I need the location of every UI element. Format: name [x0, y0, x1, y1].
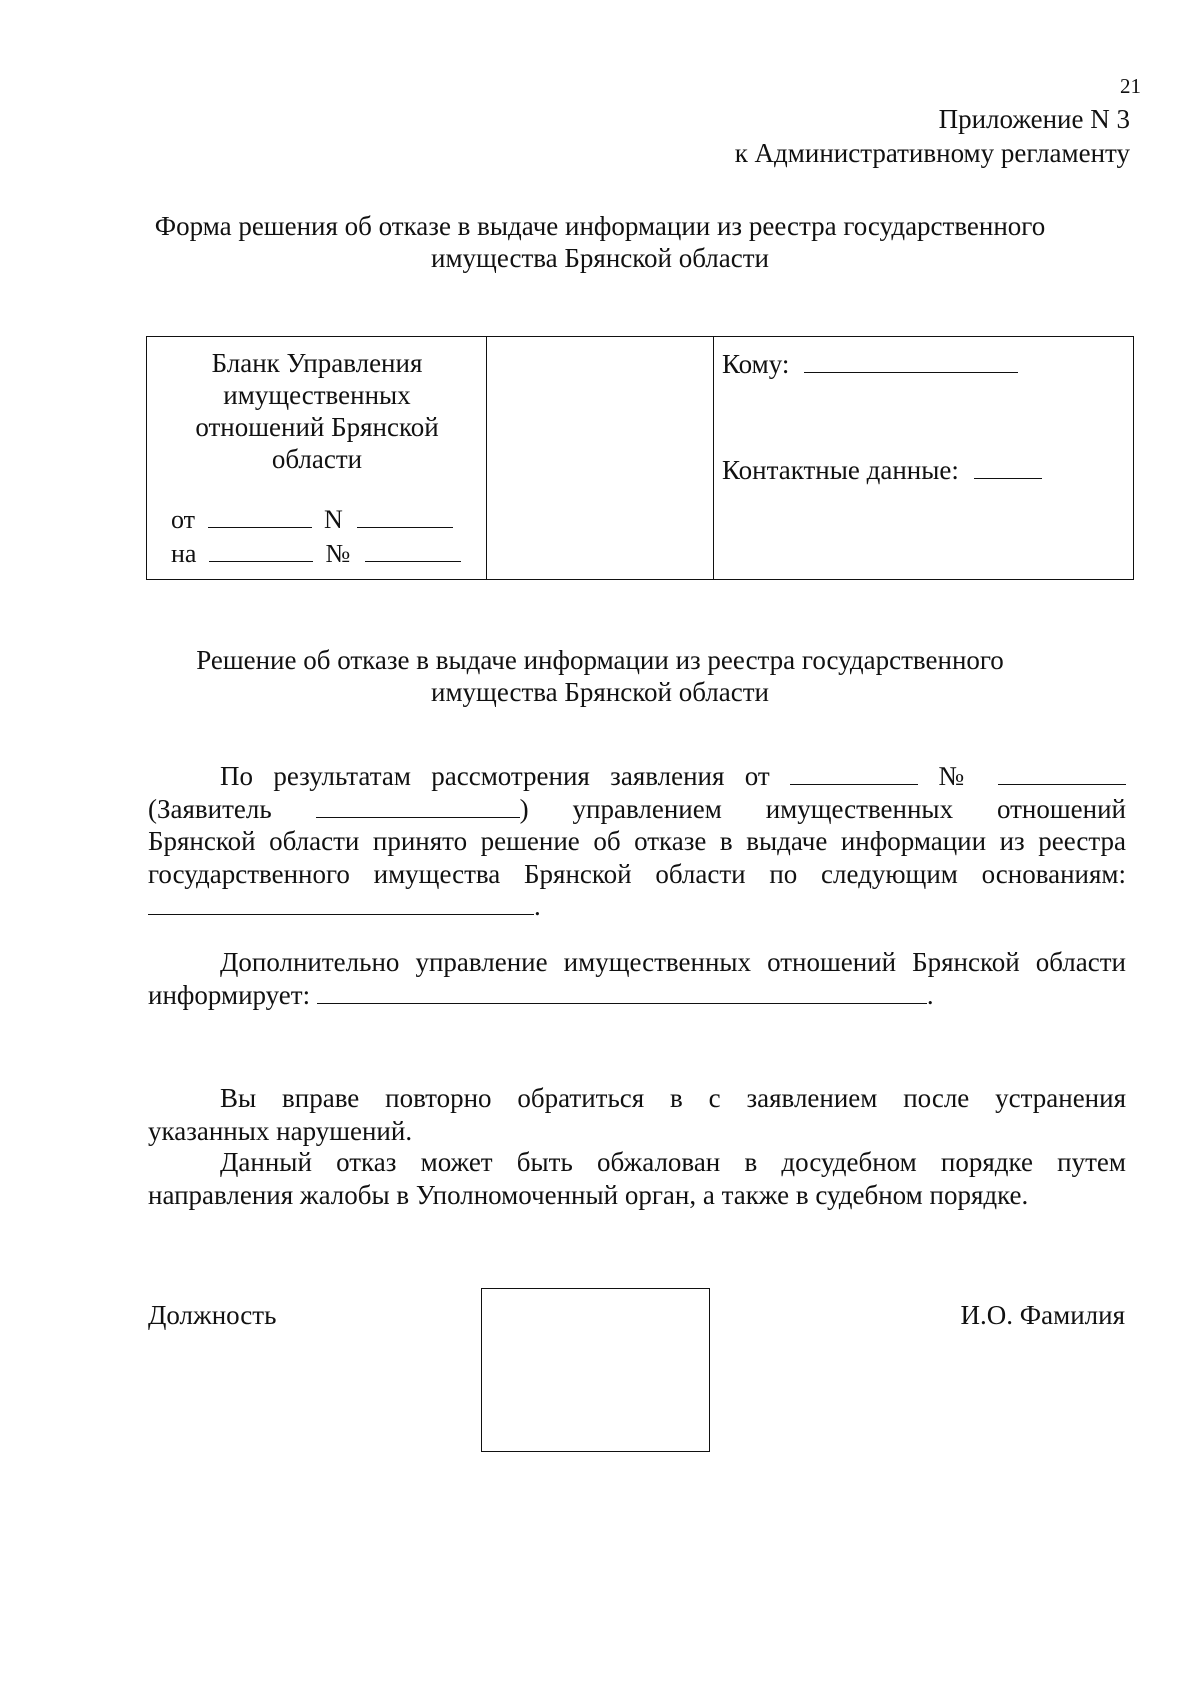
page-number: 21 [1120, 74, 1141, 98]
informs-label: информирует: [148, 979, 311, 1010]
form-title [150, 210, 1050, 274]
appendix-line-1: Приложение N 3 [938, 104, 1130, 134]
paragraph-line: государственного имущества Брянской области по следующим основаниям: [148, 858, 1126, 889]
decision-title-line-1: Решение об отказе в выдаче информации из реестра государственного [196, 645, 1004, 675]
on-label: на [171, 539, 197, 568]
paragraph-line: Брянской области принято решение об отказе в выдаче информации из реестра [148, 826, 1126, 856]
period: . [534, 891, 541, 921]
number-sign: № [938, 761, 978, 791]
org-name-line: области [271, 444, 363, 474]
period: . [926, 979, 934, 1010]
paragraph-line [148, 793, 1126, 826]
recipient-row [722, 349, 1018, 380]
letterhead-cell [147, 337, 487, 579]
applicant-label: (Заявитель [148, 793, 272, 824]
signatory-name: И.О. Фамилия [960, 1300, 1125, 1330]
signature-stamp-box [481, 1288, 710, 1452]
paragraph-appeal [148, 1146, 1126, 1211]
number-sign-label: № [325, 539, 351, 568]
paragraph-line [148, 1082, 1126, 1115]
recipient-cell [714, 337, 1133, 579]
from-label: от [171, 505, 196, 534]
number-blank-line[interactable] [365, 539, 461, 562]
paragraph-line [148, 1146, 1126, 1179]
decision-title [150, 644, 1050, 708]
paragraph-additional-info [148, 946, 1126, 1011]
text-fragment: Дополнительно управление имущественных отношений Брянской области [220, 947, 1126, 977]
grounds-blank[interactable] [148, 892, 534, 915]
appendix-line-2: к Административному регламенту [734, 138, 1130, 168]
decision-title-line-2: имущества Брянской области [431, 677, 769, 707]
org-name-line: отношений Брянской [195, 412, 439, 442]
signatory-position: Должность [148, 1300, 277, 1330]
empty-cell [487, 337, 714, 579]
letterhead-table [146, 336, 1134, 580]
paragraph-line: указанных нарушений. [148, 1115, 413, 1146]
to-label: Кому: [722, 349, 790, 379]
number-label: N [324, 505, 343, 534]
form-title-line-2: имущества Брянской области [431, 243, 769, 273]
text-fragment: Данный отказ может быть обжалован в досудебном порядке путем [220, 1147, 1126, 1177]
org-name-line: Бланк Управления [211, 348, 423, 378]
form-title-line-1: Форма решения об отказе в выдаче информации из реестра государственного [154, 211, 1046, 241]
contact-label: Контактные данные: [722, 455, 959, 485]
text-fragment: ) управлением имущественных отношений [519, 793, 1127, 824]
org-name-line: имущественных [223, 380, 411, 410]
paragraph-line [148, 979, 1126, 1012]
date-blank-line[interactable] [208, 505, 312, 528]
text-fragment: По результатам рассмотрения заявления от [220, 761, 770, 791]
information-blank[interactable] [317, 981, 927, 1004]
date-blank-line[interactable] [209, 539, 313, 562]
applicant-blank[interactable] [316, 795, 520, 818]
text-fragment: Вы вправе повторно обратиться в с заявлением после устранения [220, 1083, 1126, 1113]
application-date-blank[interactable] [790, 762, 918, 785]
paragraph-refusal [148, 760, 1126, 923]
number-blank-line[interactable] [357, 505, 453, 528]
recipient-blank-line[interactable] [804, 350, 1018, 373]
paragraph-reapply [148, 1082, 1126, 1147]
incoming-registration-row [171, 539, 461, 569]
appendix-header [735, 102, 1130, 170]
contact-row [722, 455, 1042, 486]
application-number-blank[interactable] [998, 762, 1126, 785]
outgoing-registration-row [171, 505, 453, 535]
paragraph-line [148, 946, 1126, 979]
paragraph-line: направления жалобы в Уполномоченный орган, а также в судебном порядке. [148, 1179, 1029, 1210]
paragraph-line [148, 760, 1126, 793]
paragraph-line [148, 890, 1126, 923]
organization-name [147, 347, 487, 475]
contact-blank-line[interactable] [974, 456, 1042, 479]
